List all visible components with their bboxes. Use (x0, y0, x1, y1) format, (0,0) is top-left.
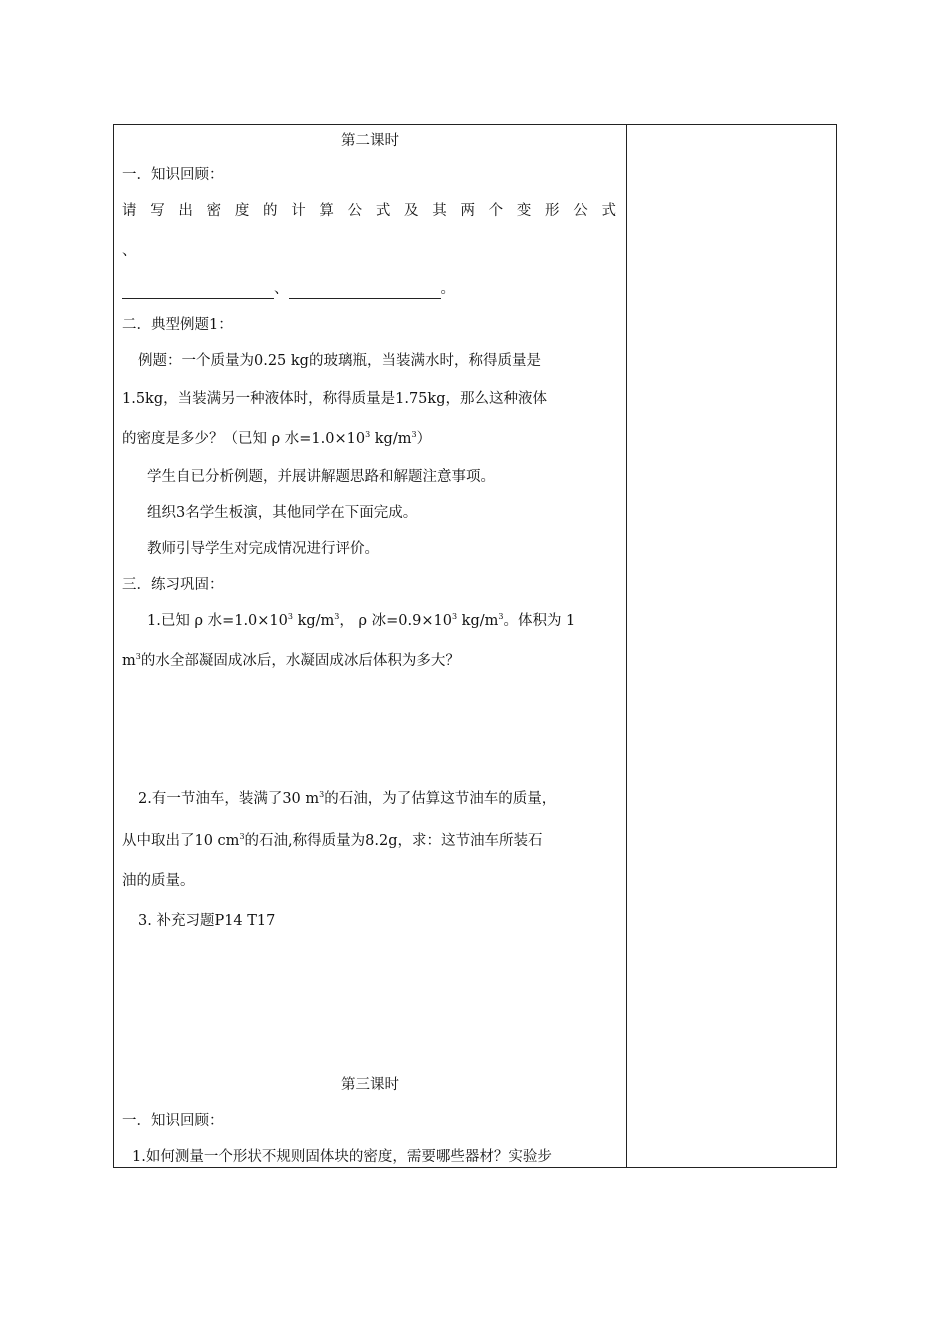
formula-blank-1 (122, 284, 274, 299)
lesson3-title: 第三课时 (341, 1077, 399, 1093)
lesson2-title: 第二课时 (341, 133, 399, 149)
lesson-table (113, 124, 837, 1168)
notes-column (627, 125, 836, 1167)
practice-q2-line-1: 2.有一节油车，装满了30 $m^3$的石油，为了估算这节油车的质量， (138, 790, 557, 807)
step-2: 组织3名学生板演，其他同学在下面完成。 (147, 505, 418, 521)
lesson3-review-heading: 一．知识回顾： (122, 1113, 224, 1129)
example-line-1: 例题：一个质量为0.25 kg的玻璃瓶，当装满水时，称得质量是 (138, 353, 541, 369)
step-1: 学生自已分析例题，并展讲解题思路和解题注意事项。 (147, 469, 495, 485)
practice-heading: 三．练习巩固： (122, 577, 224, 593)
practice-q1-line-1: 1.已知 ρ 水$=1.0\times 10^3$ $kg/m^3$， ρ 冰$=0.9\times 10^3$ $kg/m^3$。体积为 1 (147, 612, 576, 629)
formula-blank-2 (289, 284, 441, 299)
example-line-3: 的密度是多少？（已知 ρ 水$=1.0\times 10^3$ $kg/m^3$） (122, 430, 432, 447)
practice-q2-line-3: 油的质量。 (122, 873, 195, 889)
lesson2-review-heading: 一．知识回顾： (122, 167, 224, 183)
practice-q1-line-2: $m^3$的水全部凝固成冰后，水凝固成冰后体积为多大？ (122, 652, 460, 669)
review-prompt: 请 写 出 密 度 的 计 算 公 式 及 其 两 个 变 形 公 式 (122, 203, 616, 219)
lesson3-q1: 1.如何测量一个形状不规则固体块的密度，需要哪些器材？实验步 (132, 1149, 552, 1165)
formula-blanks: 、 。 (122, 279, 455, 299)
practice-q2-line-2: 从中取出了10 $cm^3$的石油,称得质量为8.2g，求：这节油车所装石 (122, 832, 543, 849)
step-3: 教师引导学生对完成情况进行评价。 (147, 541, 379, 557)
example-heading: 二．典型例题1： (122, 317, 233, 333)
practice-q3: 3. 补充习题P14 T17 (138, 913, 276, 929)
example-line-2: 1.5kg，当装满另一种液体时，称得质量是1.75kg，那么这种液体 (122, 391, 547, 407)
review-mark: 、 (122, 243, 137, 259)
